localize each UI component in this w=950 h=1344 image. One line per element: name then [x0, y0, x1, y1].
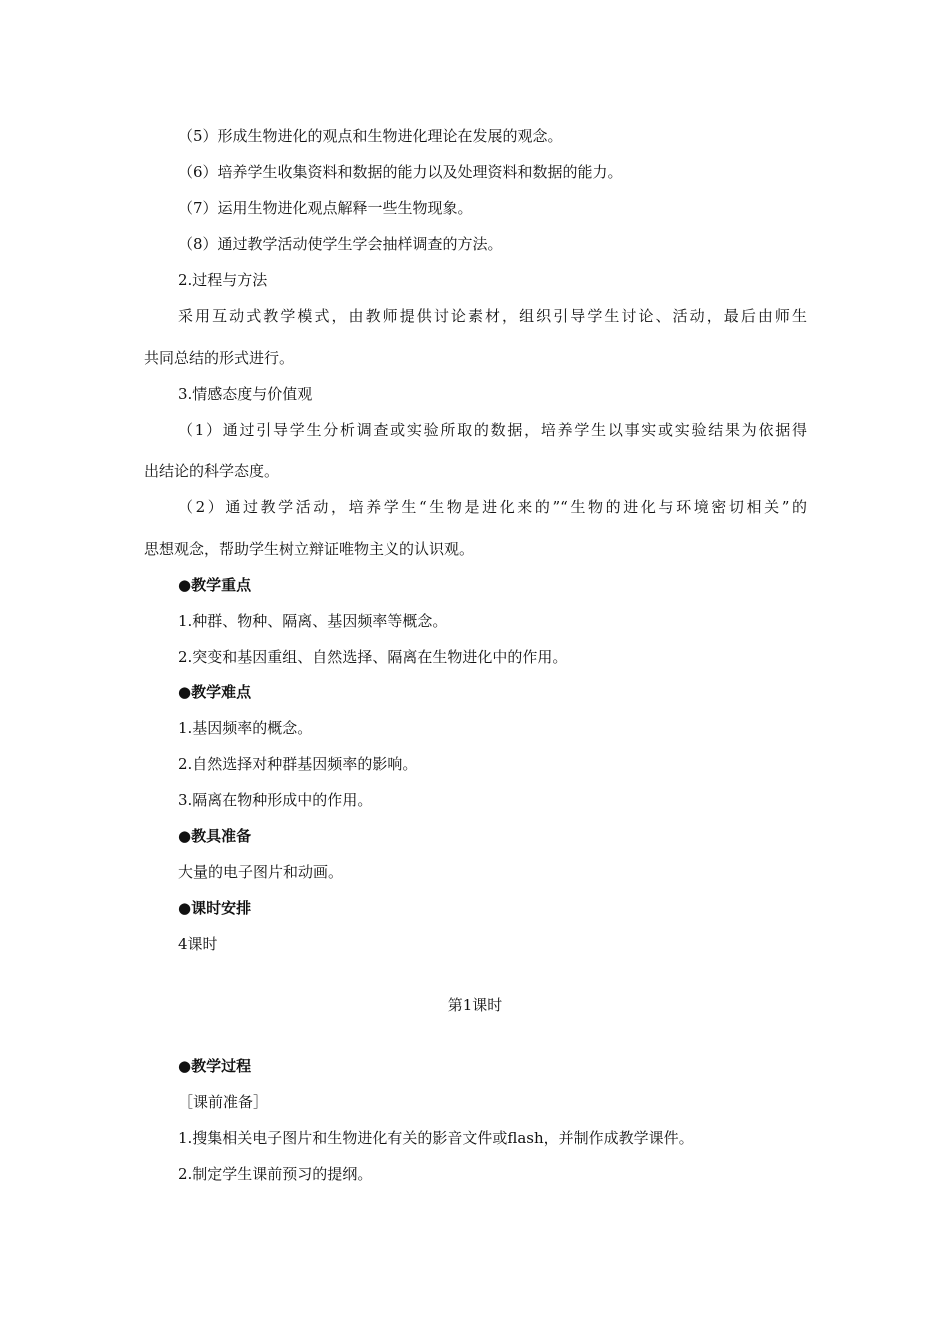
section-heading-process: ●教学过程	[178, 1057, 252, 1075]
teaching-aids-text: 大量的电子图片和动画。	[178, 863, 344, 881]
difficulty-2: 2.自然选择对种群基因频率的影响。	[178, 755, 418, 773]
emotion-item-1-line2: 出结论的科学态度。	[144, 462, 280, 480]
objective-6: （6）培养学生收集资料和数据的能力以及处理资料和数据的能力。	[178, 163, 623, 181]
difficulty-3: 3.隔离在物种形成中的作用。	[178, 791, 373, 809]
emotion-item-2-line2: 思想观念，帮助学生树立辩证唯物主义的认识观。	[144, 540, 475, 558]
pre-class-heading: ［课前准备］	[178, 1093, 269, 1111]
section-heading-difficulties: ●教学难点	[178, 683, 252, 701]
process-method-text-line1: 采用互动式教学模式，由教师提供讨论素材，组织引导学生讨论、活动，最后由师生	[178, 307, 807, 325]
emotion-values-heading: 3.情感态度与价值观	[178, 385, 313, 403]
key-point-2: 2.突变和基因重组、自然选择、隔离在生物进化中的作用。	[178, 648, 568, 666]
difficulty-1: 1.基因频率的概念。	[178, 719, 313, 737]
section-heading-key-points: ●教学重点	[178, 576, 252, 594]
key-point-1: 1.种群、物种、隔离、基因频率等概念。	[178, 612, 448, 630]
emotion-item-1-line1: （1）通过引导学生分析调查或实验所取的数据，培养学生以事实或实验结果为依据得	[178, 421, 807, 439]
section-heading-teaching-aids: ●教具准备	[178, 827, 252, 845]
section-heading-schedule: ●课时安排	[178, 899, 252, 917]
process-method-heading: 2.过程与方法	[178, 271, 268, 289]
objective-7: （7）运用生物进化观点解释一些生物现象。	[178, 199, 473, 217]
pre-class-item-1: 1.搜集相关电子图片和生物进化有关的影音文件或flash，并制作成教学课件。	[178, 1129, 694, 1147]
objective-5: （5）形成生物进化的观点和生物进化理论在发展的观念。	[178, 127, 563, 145]
schedule-text: 4课时	[178, 935, 218, 953]
pre-class-item-2: 2.制定学生课前预习的提纲。	[178, 1165, 373, 1183]
lesson-title: 第1课时	[447, 996, 503, 1014]
emotion-item-2-line1: （2）通过教学活动，培养学生“生物是进化来的”“生物的进化与环境密切相关”的	[178, 498, 807, 516]
objective-8: （8）通过教学活动使学生学会抽样调查的方法。	[178, 235, 503, 253]
process-method-text-line2: 共同总结的形式进行。	[144, 349, 295, 367]
